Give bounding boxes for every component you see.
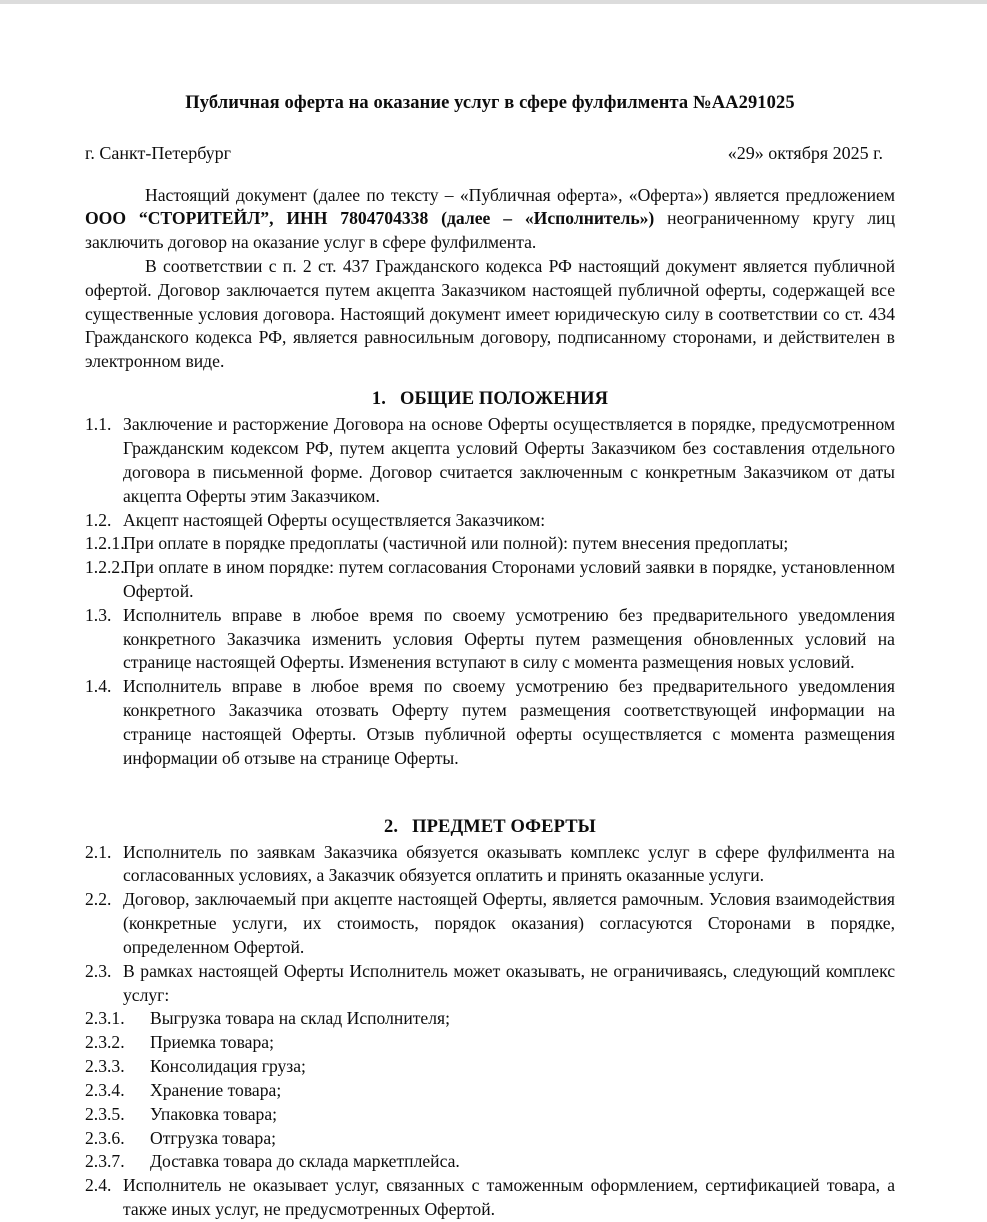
- clause-number: 2.3.: [85, 960, 112, 981]
- clause-text: Договор, заключаемый при акцепте настоящей Оферты, является рамочным. Условия взаимодействия (конкретные услуги, их стоимость, порядок оказания) согласуются Сторонами в порядке, определенном Офертой.: [123, 889, 895, 957]
- place-date-row: [85, 142, 895, 165]
- clause-number: 2.3.2.: [85, 1032, 125, 1053]
- clause-text: Консолидация груза;: [150, 1056, 306, 1077]
- clause-number: 2.3.6.: [85, 1127, 125, 1148]
- clause-number: 1.3.: [85, 604, 112, 625]
- section-title: ОБЩИЕ ПОЛОЖЕНИЯ: [399, 389, 609, 410]
- clause: [85, 841, 895, 889]
- document-date: «29» октября 2025 г.: [727, 143, 883, 164]
- section-heading: [85, 815, 895, 839]
- sections-container: [85, 387, 895, 1222]
- clause: [85, 532, 895, 556]
- clause: [85, 509, 895, 533]
- clause-text: В рамках настоящей Оферты Исполнитель может оказывать, не ограничиваясь, следующий комплекс услуг:: [123, 960, 895, 1005]
- clause-text: Заключение и расторжение Договора на основе Оферты осуществляется в порядке, предусмотренном Гражданским кодексом РФ, путем акцепта условий Оферты Заказчиком без составления отдельного договора в письменной форме. Договор считается заключенным с конкретным Заказчиком от даты акцепта Оферты этим Заказчиком.: [123, 414, 895, 506]
- clause: [85, 1150, 895, 1174]
- clause-text: Хранение товара;: [150, 1079, 282, 1100]
- section-title: ПРЕДМЕТ ОФЕРТЫ: [412, 816, 596, 837]
- clause-number: 1.2.2.: [85, 557, 125, 578]
- clause: [85, 1127, 895, 1151]
- document-place: г. Санкт-Петербург: [85, 143, 232, 164]
- clause-text: Отгрузка товара;: [150, 1127, 277, 1148]
- clause-text: Доставка товара до склада маркетплейса.: [150, 1151, 460, 1172]
- clause-text: Приемка товара;: [150, 1032, 274, 1053]
- document-content: [85, 0, 895, 1222]
- clause-number: 1.1.: [85, 414, 112, 435]
- section-heading: [85, 387, 895, 411]
- intro-text-after-bold: неограниченному кругу лиц заключить договор на оказание услуг в сфере фулфилмента.: [85, 208, 895, 253]
- clause: [85, 1174, 895, 1222]
- clause-number: 2.1.: [85, 841, 112, 862]
- clause-text: Исполнитель вправе в любое время по своему усмотрению без предварительного уведомления конкретного Заказчика отозвать Оферту путем размещения соответствующей информации на странице настоящей Оферты. Отзыв публичной оферты осуществляется с момента размещения информации об отзыве на странице Оферты.: [123, 676, 895, 768]
- intro-block: [85, 184, 895, 375]
- clause: [85, 413, 895, 508]
- clause-number: 2.3.4.: [85, 1079, 125, 1100]
- clause-text: Выгрузка товара на склад Исполнителя;: [150, 1008, 450, 1029]
- clause: [85, 888, 895, 959]
- clause: [85, 1103, 895, 1127]
- clause: [85, 604, 895, 675]
- clause-text: При оплате в ином порядке: путем согласования Сторонами условий заявки в порядке, установленном Офертой.: [123, 557, 895, 601]
- clause-number: 2.3.5.: [85, 1103, 125, 1124]
- clause-text: Акцепт настоящей Оферты осуществляется Заказчиком:: [123, 509, 546, 530]
- intro-text-before-bold: Настоящий документ (далее по тексту – «Публичная оферта», «Оферта») является предложением: [145, 184, 895, 205]
- clause-text: Исполнитель по заявкам Заказчика обязуется оказывать комплекс услуг в сфере фулфилмента на согласованных условиях, а Заказчик обязуется оплатить и принять оказанные услуги.: [123, 841, 895, 886]
- clause: [85, 1007, 895, 1031]
- section-number: 1.: [371, 389, 386, 410]
- intro-paragraph-2: В соответствии с п. 2 ст. 437 Гражданского кодекса РФ настоящий документ является публичной офертой. Договор заключается путем акцепта Заказчиком настоящей публичной оферты, содержащей все существенные условия договора. Настоящий документ имеет юридическую силу в соответствии со ст. 434 Гражданского кодекса РФ, является равносильным договору, подписанному сторонами, и действителен в электронном виде.: [85, 256, 895, 372]
- clause: [85, 556, 895, 604]
- clause-number: 2.2.: [85, 889, 112, 910]
- clause: [85, 1055, 895, 1079]
- clause-number: 2.3.1.: [85, 1008, 125, 1029]
- clause-number: 2.3.7.: [85, 1151, 125, 1172]
- document-title: Публичная оферта на оказание услуг в сфере фулфилмента №АА291025: [185, 93, 795, 113]
- clause-number: 1.2.: [85, 509, 112, 530]
- clause-text: Исполнитель вправе в любое время по своему усмотрению без предварительного уведомления конкретного Заказчика изменить условия Оферты путем размещения обновленных условий на странице настоящей Оферты. Изменения вступают в силу с момента размещения новых условий.: [123, 604, 895, 673]
- section-number: 2.: [384, 816, 399, 837]
- contractor-name-bold: ООО “СТОРИТЕЙЛ”, ИНН 7804704338 (далее – «Исполнитель»): [85, 208, 655, 229]
- clause-text: Исполнитель не оказывает услуг, связанных с таможенным оформлением, сертификацией товара, а также иных услуг, не предусмотренных Офертой.: [123, 1175, 895, 1220]
- clause: [85, 1079, 895, 1103]
- clause-number: 2.4.: [85, 1175, 112, 1196]
- clause-number: 1.4.: [85, 676, 112, 697]
- clause-number: 1.2.1.: [85, 533, 125, 554]
- clause-text: Упаковка товара;: [150, 1103, 278, 1124]
- clause-number: 2.3.3.: [85, 1056, 125, 1077]
- clause: [85, 1031, 895, 1055]
- clause: [85, 675, 895, 770]
- clause: [85, 960, 895, 1008]
- intro-paragraph-1: [85, 184, 895, 255]
- clause-text: При оплате в порядке предоплаты (частичной или полной): путем внесения предоплаты;: [123, 533, 789, 554]
